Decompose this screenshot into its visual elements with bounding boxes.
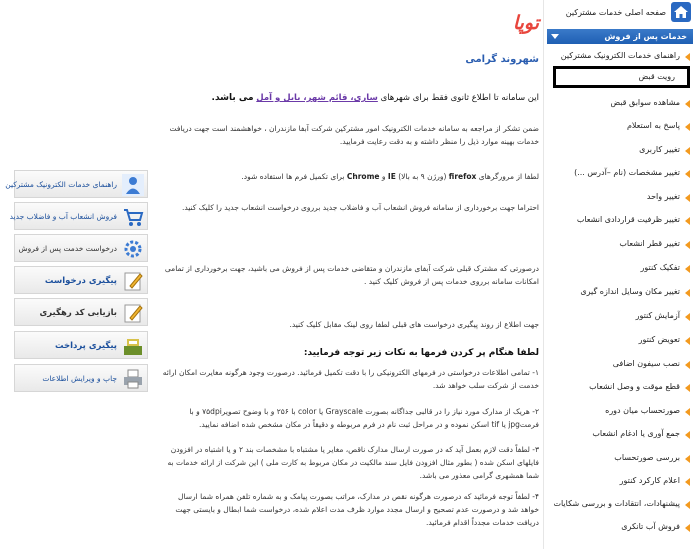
- chevron-down-icon: [551, 34, 559, 39]
- notes-title: لطفا هنگام پر کردن فرمها به نکات زیر توجه فرمایید:: [303, 348, 539, 358]
- sidebar-item-label: صورتحساب میان دوره: [605, 406, 680, 415]
- arrow-bullet-icon: [685, 431, 690, 439]
- browser-prefix: لطفا از مرورگرهای: [478, 172, 539, 181]
- sidebar-item-label: تغییر قطر انشعاب: [619, 239, 680, 248]
- quick-link-label: پیگیری درخواست: [44, 276, 117, 286]
- note-1: ۱- تمامی اطلاعات درخواستی در فرمهای الکترونیکی را با دقت تکمیل فرمائید. درصورت وجود هرگونه مغایرت امکان ارائه خدمت از شرکت سلب خواهد شد.: [162, 368, 539, 390]
- arrow-bullet-icon: [685, 478, 690, 486]
- intro-text: [159, 92, 539, 105]
- sidebar-item[interactable]: [552, 115, 692, 137]
- arrow-bullet-icon: [685, 170, 690, 178]
- sidebar-item[interactable]: [552, 162, 692, 184]
- section-title: خدمات پس از فروش: [604, 32, 687, 41]
- cash-register-icon: [122, 335, 144, 357]
- sidebar-item[interactable]: [552, 233, 692, 255]
- sidebar-item[interactable]: [552, 305, 692, 327]
- sidebar-item-label: پاسخ به استعلام: [626, 121, 680, 130]
- browser-firefox: firefox: [448, 172, 477, 181]
- sidebar-item[interactable]: [552, 139, 692, 161]
- sidebar-item[interactable]: [552, 493, 692, 515]
- intro-cities: ساری، قائم شهر، بابل و آمل: [256, 93, 378, 103]
- sidebar-item-label: اعلام کارکرد کنتور: [619, 476, 680, 485]
- section-after-sales[interactable]: [547, 29, 693, 44]
- browser-note: [159, 170, 539, 183]
- sidebar-item-label: جمع آوری یا ادغام انشعاب: [592, 429, 680, 438]
- intro-suffix: می باشد.: [211, 93, 254, 103]
- main-content: [155, 0, 539, 549]
- sidebar-item[interactable]: [552, 209, 692, 231]
- greeting-title: شهروند گرامی: [465, 54, 539, 65]
- sidebar-item[interactable]: [552, 470, 692, 492]
- quick-link-label: چاپ و ویرایش اطلاعات: [42, 374, 117, 383]
- arrow-bullet-icon: [685, 289, 690, 297]
- sidebar-item-label: رویت قبض: [638, 72, 675, 81]
- arrow-bullet-icon: [685, 265, 690, 273]
- logo: توپا: [512, 12, 539, 34]
- help-person-icon: [122, 174, 144, 196]
- sidebar-item[interactable]: [552, 281, 692, 303]
- sidebar-item-label: مشاهده سوابق قبض: [610, 98, 680, 107]
- arrow-bullet-icon: [685, 361, 690, 369]
- sidebar-item[interactable]: [552, 400, 692, 422]
- home-link[interactable]: [544, 0, 693, 27]
- arrow-bullet-icon: [685, 501, 690, 509]
- browser-mid: (ورژن ۹ به بالا): [398, 172, 447, 181]
- sidebar-item[interactable]: [553, 66, 690, 88]
- sidebar-item-label: تغییر مشخصات (نام –آدرس ...): [574, 168, 680, 177]
- browser-ie: IE: [387, 172, 396, 181]
- quick-link-label: راهنمای خدمات الکترونیک مشترکین: [5, 180, 117, 189]
- arrow-bullet-icon: [685, 147, 690, 155]
- sidebar-item-label: تغییر ظرفیت قراردادی انشعاب: [576, 215, 680, 224]
- arrow-bullet-icon: [685, 241, 690, 249]
- sidebar-item-label: تغییر واحد: [646, 192, 680, 201]
- sidebar-item[interactable]: [552, 423, 692, 445]
- note-4: ۴- لطفاً توجه فرمائید که درصورت هرگونه نقص در مدارک، مراتب بصورت پیامک و به شماره تلفن همراه شما ارسال خواهد شد و درصورت عدم تصحیح و ارسال مجدد موارد ظرف مدت اعلام شده، درخواست شما ابطال و بایستی جهت دریافت خدمات مجدداً اقدام فرمائید.: [175, 492, 539, 527]
- sidebar-item-label: راهنمای خدمات الکترونیک مشترکین: [560, 51, 680, 60]
- intro-prefix: این سامانه تا اطلاع ثانوی فقط برای شهرهای: [380, 93, 539, 103]
- arrow-bullet-icon: [685, 123, 690, 131]
- note-3: ۳- لطفاً دقت لازم بعمل آید که در صورت ارسال مدارک ناقص، مغایر یا مشتباه با مشخصات بند ۲ و یا اشتباه در افزودن فایلهای اسکن شده ( بطور مثال افزودن فایل سند مالکیت در مکان مربوط به کارت ملی ) این شرکت از ارائه خدمات به شما همشهری گرامی معذور می باشد.: [167, 445, 539, 480]
- sidebar-item[interactable]: [552, 516, 692, 538]
- quick-link-label: فروش انشعاب آب و فاضلاب جدید: [9, 212, 117, 221]
- quick-link-button[interactable]: [14, 266, 148, 294]
- note-2: ۲- هریک از مدارک مورد نیاز را در قالبی جداگانه بصورت Grayscale یا color با ۲۵۶ و با وضوح تصویر۷۵dpi و با فرمتjpg یا tif اسکن نموده و در مراحل ثبت نام در فرم مربوطه و دقیقاً در مکان مشخص شده اضافه نمایید.: [189, 407, 539, 429]
- sidebar: [543, 0, 693, 549]
- quick-link-button[interactable]: [14, 234, 148, 262]
- sidebar-item[interactable]: [552, 186, 692, 208]
- arrow-bullet-icon: [685, 408, 690, 416]
- browser-suffix: برای تکمیل فرم ها استفاده شود.: [241, 172, 345, 181]
- sidebar-item-label: قطع موقت و وصل انشعاب: [589, 382, 680, 391]
- quick-link-label: درخواست خدمت پس از فروش: [18, 244, 117, 253]
- quick-link-label: پیگیری پرداخت: [55, 341, 117, 351]
- sidebar-item-label: آزمایش کنتور: [635, 311, 680, 320]
- pencil-note-icon: [122, 270, 144, 292]
- arrow-bullet-icon: [685, 313, 690, 321]
- sidebar-item[interactable]: [552, 257, 692, 279]
- cart-icon: [122, 206, 144, 228]
- quick-link-button[interactable]: [14, 364, 148, 392]
- sidebar-item-label: تغییر مکان وسایل اندازه گیری: [580, 287, 680, 296]
- sidebar-item-label: تعویض کنتور: [638, 335, 680, 344]
- arrow-bullet-icon: [685, 337, 690, 345]
- arrow-bullet-icon: [685, 455, 690, 463]
- new-connection-text: احتراما جهت برخورداری از سامانه فروش انشعاب آب و فاضلاب جدید برروی درخواست انشعاب جدید را کلیک کنید.: [181, 203, 539, 212]
- sidebar-item[interactable]: [552, 92, 692, 114]
- arrow-bullet-icon: [685, 384, 690, 392]
- quick-link-button[interactable]: [14, 331, 148, 359]
- arrow-bullet-icon: [685, 100, 690, 108]
- sidebar-item-label: تفکیک کنتور: [640, 263, 680, 272]
- quick-link-label: بازیابی کد رهگیری: [39, 308, 117, 318]
- sidebar-item[interactable]: [552, 376, 692, 398]
- sidebar-item-label: بررسی صورتحساب: [614, 453, 680, 462]
- track-request-text: جهت اطلاع از روند پیگیری درخواست های قبلی لطفا روی لینک مقابل کلیک کنید.: [289, 320, 539, 329]
- sidebar-item[interactable]: [552, 447, 692, 469]
- existing-customer-text: درصورتی که مشترک قبلی شرکت آبفای مازندران و متقاضی خدمات پس از فروش می باشید، جهت برخورداری از تمامی امکانات سامانه برروی خدمات پس از فروش کلیک کنید .: [164, 264, 539, 286]
- quick-link-button[interactable]: [14, 298, 148, 326]
- printer-icon: [122, 368, 144, 390]
- browser-chrome: Chrome: [346, 172, 380, 181]
- quick-link-button[interactable]: [9, 202, 148, 230]
- arrow-bullet-icon: [685, 524, 690, 532]
- pencil-note-icon: [122, 302, 144, 324]
- sidebar-item[interactable]: [552, 45, 692, 67]
- sidebar-item[interactable]: [552, 353, 692, 375]
- home-label: صفحه اصلی خدمات مشترکین: [565, 8, 666, 17]
- sidebar-item[interactable]: [552, 329, 692, 351]
- arrow-bullet-icon: [685, 194, 690, 202]
- quick-link-button[interactable]: [5, 170, 148, 198]
- arrow-bullet-icon: [685, 53, 690, 61]
- welcome-paragraph: ضمن تشکر از مراجعه به سامانه خدمات الکترونیک امور مشترکین شرکت آبفا مازندران ، خواهشمند است جهت دریافت خدمات بهینه موارد ذیل را منظر داشته و به دقت رعایت فرمایید.: [169, 124, 539, 146]
- arrow-bullet-icon: [685, 217, 690, 225]
- home-icon: [671, 2, 691, 22]
- browser-and: و: [381, 172, 386, 181]
- sidebar-item-label: تغییر کاربری: [639, 145, 680, 154]
- sidebar-item-label: فروش آب تانکری: [621, 522, 680, 531]
- sidebar-item-label: نصب سیفون اضافی: [612, 359, 680, 368]
- sidebar-item-label: پیشنهادات، انتقادات و بررسی شکایات: [553, 499, 680, 508]
- gear-icon: [122, 238, 144, 260]
